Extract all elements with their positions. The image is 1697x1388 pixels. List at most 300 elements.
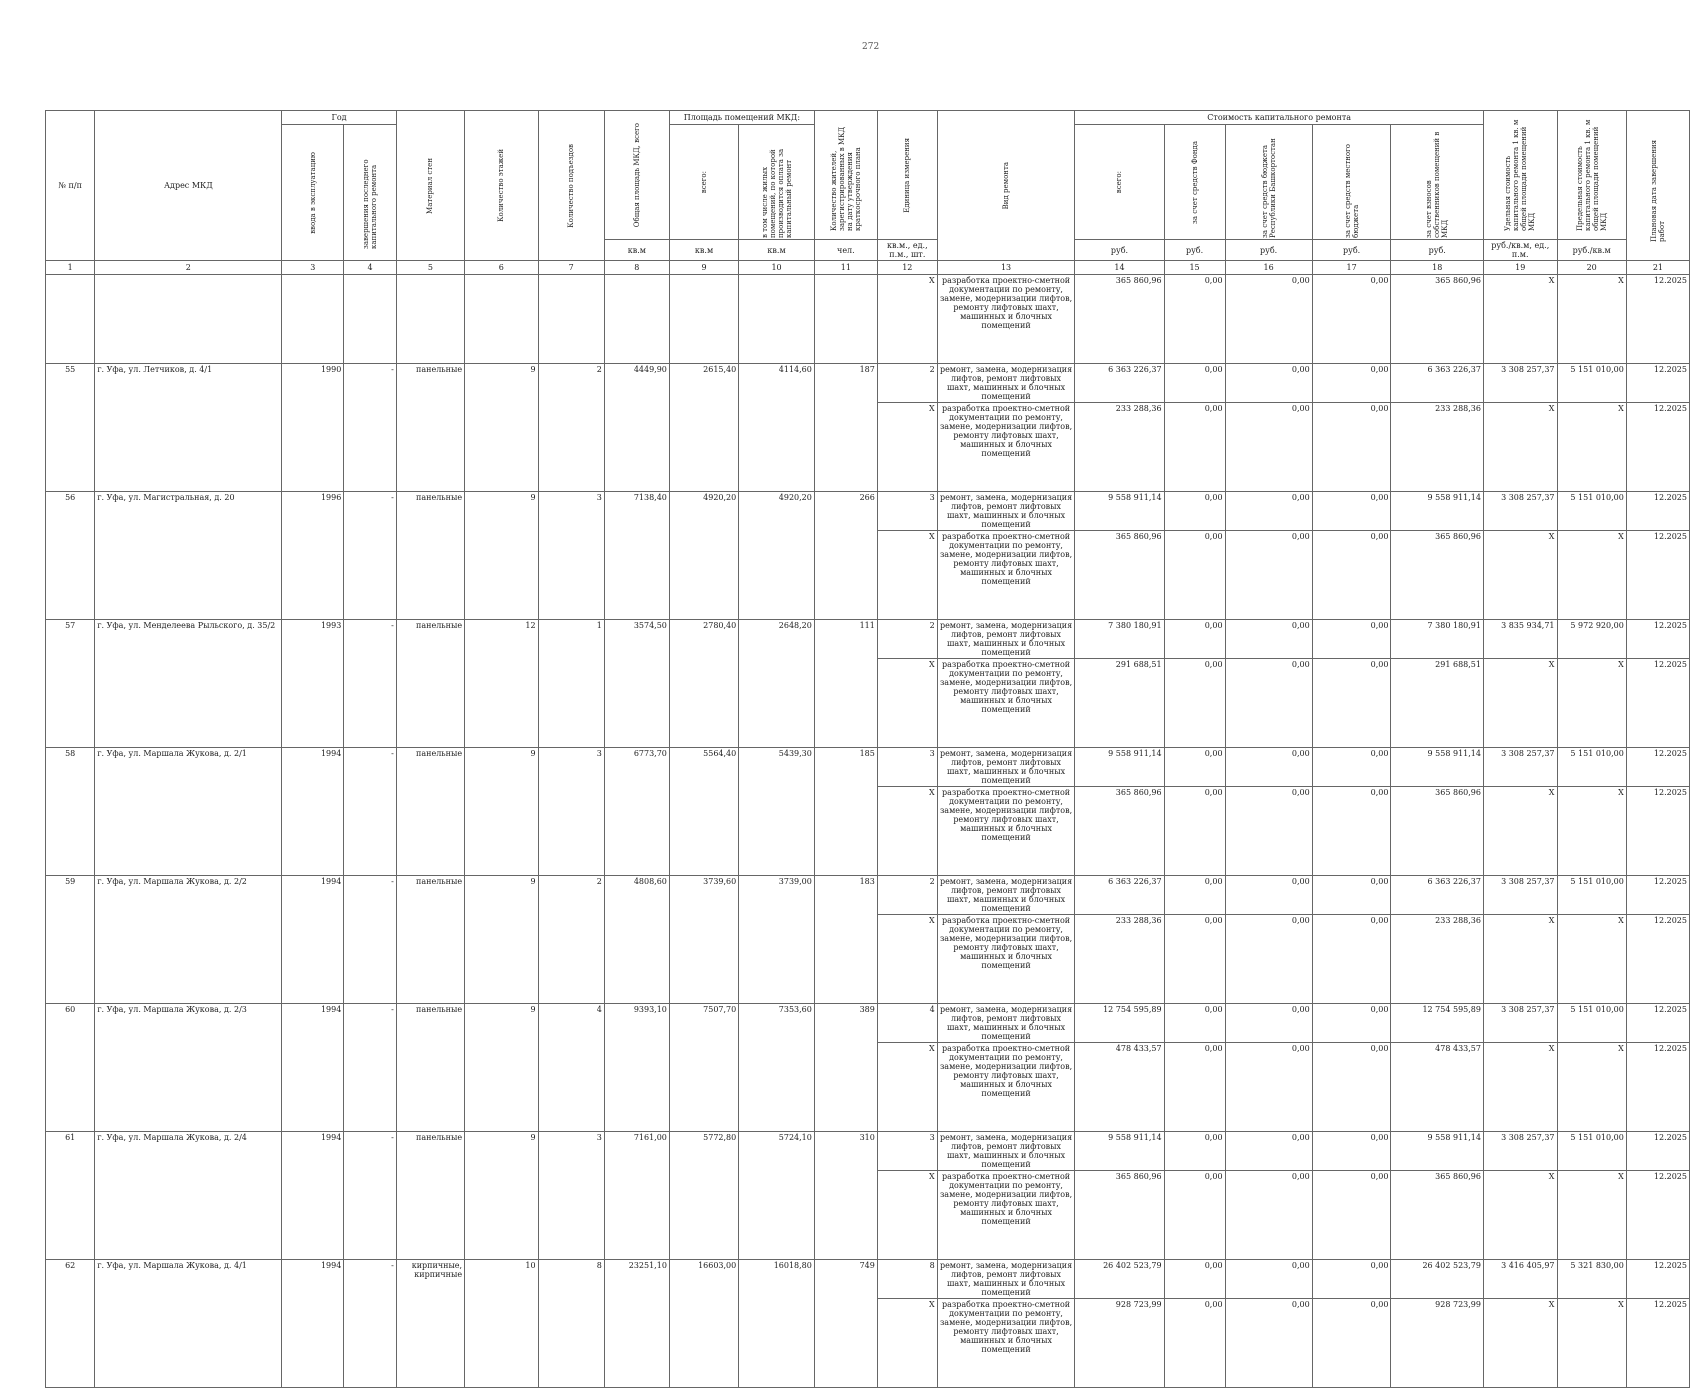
unit-cost-cell: 3 416 405,97	[1483, 1260, 1557, 1299]
empty-cell	[669, 275, 738, 364]
cost-total-cell: 9 558 911,14	[1075, 1132, 1164, 1171]
row-number: 62	[46, 1260, 95, 1388]
max-cost-cell: X	[1557, 403, 1626, 492]
work-type-cell: разработка проектно-сметной документации по ремонту, замене, модернизации лифтов, ремонту лифтовых шахт, машинных и блочных помещений	[937, 1299, 1075, 1388]
empty-cell	[739, 275, 815, 364]
deadline-cell: 12.2025	[1626, 1004, 1689, 1043]
work-type-cell: ремонт, замена, модернизация лифтов, ремонт лифтовых шахт, машинных и блочных помещений	[937, 876, 1075, 915]
deadline-cell: 12.2025	[1626, 531, 1689, 620]
total-area-cell: 7138,40	[604, 492, 669, 620]
unit-cost-cell: 3 308 257,37	[1483, 1004, 1557, 1043]
cost-fund-cell: 0,00	[1164, 1132, 1225, 1171]
cost-local-cell: 0,00	[1312, 620, 1391, 659]
row-number: 61	[46, 1132, 95, 1260]
total-area-cell: 9393,10	[604, 1004, 669, 1132]
work-type-cell: разработка проектно-сметной документации по ремонту, замене, модернизации лифтов, ремонту лифтовых шахт, машинных и блочных помещений	[937, 1171, 1075, 1260]
cost-total-cell: 9 558 911,14	[1075, 748, 1164, 787]
residents-cell: 389	[814, 1004, 877, 1132]
cost-owners-cell: 7 380 180,91	[1391, 620, 1484, 659]
col-max-cost-header: Предельная стоимость капитального ремонта 1 кв. м общей площади помещений МКД	[1557, 111, 1626, 240]
cost-local-cell: 0,00	[1312, 787, 1391, 876]
column-number-cell: 14	[1075, 261, 1164, 275]
max-cost-cell: X	[1557, 1043, 1626, 1132]
floors-cell: 12	[465, 620, 539, 748]
material-cell: панельные	[396, 364, 464, 492]
col-num-header: № п/п	[46, 111, 95, 261]
unit-cost-cell: 3 308 257,37	[1483, 748, 1557, 787]
empty-cell	[282, 275, 344, 364]
cost-total-cell: 478 433,57	[1075, 1043, 1164, 1132]
entrances-cell: 3	[538, 1132, 604, 1260]
deadline-cell: 12.2025	[1626, 1299, 1689, 1388]
cost-total-cell: 12 754 595,89	[1075, 1004, 1164, 1043]
unit-cell: руб.	[1075, 240, 1164, 261]
residents-cell: 185	[814, 748, 877, 876]
unit-cost-cell: X	[1483, 915, 1557, 1004]
quantity-cell: X	[877, 787, 937, 876]
unit-cell: руб./кв.м, ед., п.м.	[1483, 240, 1557, 261]
quantity-cell: 3	[877, 748, 937, 787]
area-residential-cell: 4920,20	[739, 492, 815, 620]
column-number-cell: 19	[1483, 261, 1557, 275]
cost-owners-cell: 365 860,96	[1391, 531, 1484, 620]
empty-cell	[538, 275, 604, 364]
deadline-cell: 12.2025	[1626, 492, 1689, 531]
cost-regional-cell: 0,00	[1225, 659, 1312, 748]
area-residential-cell: 4114,60	[739, 364, 815, 492]
max-cost-cell: 5 151 010,00	[1557, 1132, 1626, 1171]
col-year-last-repair-header: завершения последнего капитального ремонта	[344, 125, 397, 261]
cost-total-cell: 928 723,99	[1075, 1299, 1164, 1388]
residents-cell: 183	[814, 876, 877, 1004]
last-repair-cell: -	[344, 748, 397, 876]
cost-total-cell: 6 363 226,37	[1075, 364, 1164, 403]
cost-total-cell: 7 380 180,91	[1075, 620, 1164, 659]
deadline-cell: 12.2025	[1626, 1132, 1689, 1171]
entrances-cell: 1	[538, 620, 604, 748]
area-all-cell: 3739,60	[669, 876, 738, 1004]
material-cell: панельные	[396, 492, 464, 620]
col-cost-local-header: за счет средств местного бюджета	[1312, 125, 1391, 240]
quantity-cell: X	[877, 1043, 937, 1132]
work-type-cell: разработка проектно-сметной документации по ремонту, замене, модернизации лифтов, ремонту лифтовых шахт, машинных и блочных помещений	[937, 403, 1075, 492]
column-number-cell: 10	[739, 261, 815, 275]
area-residential-cell: 2648,20	[739, 620, 815, 748]
area-all-cell: 7507,70	[669, 1004, 738, 1132]
cost-local-cell: 0,00	[1312, 1132, 1391, 1171]
table-row	[46, 275, 1690, 364]
col-deadline-header: Плановая дата завершения работ	[1626, 111, 1689, 261]
column-number-cell: 15	[1164, 261, 1225, 275]
table-row	[46, 1260, 1690, 1299]
cost-total-cell: 365 860,96	[1075, 275, 1164, 364]
cost-regional-cell: 0,00	[1225, 531, 1312, 620]
empty-cell	[46, 275, 95, 364]
cost-owners-cell: 928 723,99	[1391, 1299, 1484, 1388]
max-cost-cell: 5 151 010,00	[1557, 748, 1626, 787]
material-cell: панельные	[396, 620, 464, 748]
deadline-cell: 12.2025	[1626, 364, 1689, 403]
cost-regional-cell: 0,00	[1225, 1004, 1312, 1043]
col-entrances-header: Количество подъездов	[538, 111, 604, 261]
unit-cost-cell: X	[1483, 275, 1557, 364]
total-area-cell: 3574,50	[604, 620, 669, 748]
cost-owners-cell: 6 363 226,37	[1391, 876, 1484, 915]
cost-total-cell: 233 288,36	[1075, 915, 1164, 1004]
cost-total-cell: 9 558 911,14	[1075, 492, 1164, 531]
unit-cost-cell: X	[1483, 787, 1557, 876]
column-number-cell: 20	[1557, 261, 1626, 275]
capital-repair-table	[45, 110, 1690, 1388]
cost-local-cell: 0,00	[1312, 364, 1391, 403]
empty-cell	[95, 275, 282, 364]
deadline-cell: 12.2025	[1626, 787, 1689, 876]
cost-regional-cell: 0,00	[1225, 403, 1312, 492]
year-cell: 1990	[282, 364, 344, 492]
area-all-cell: 2780,40	[669, 620, 738, 748]
unit-cell: руб.	[1312, 240, 1391, 261]
max-cost-cell: X	[1557, 915, 1626, 1004]
floors-cell: 9	[465, 492, 539, 620]
col-cost-regional-header: за счет средств бюджета Республики Башкортостан	[1225, 125, 1312, 240]
col-area-all-header: всего:	[669, 125, 738, 240]
cost-fund-cell: 0,00	[1164, 1260, 1225, 1299]
unit-cell: кв.м	[739, 240, 815, 261]
column-number-cell: 8	[604, 261, 669, 275]
cost-local-cell: 0,00	[1312, 492, 1391, 531]
area-all-cell: 16603,00	[669, 1260, 738, 1388]
quantity-cell: X	[877, 275, 937, 364]
floors-cell: 9	[465, 1132, 539, 1260]
column-number-cell: 5	[396, 261, 464, 275]
col-cost-owners-header: за счет взносов собственников помещений в МКД	[1391, 125, 1484, 240]
col-unit-cost-header: Удельная стоимость капитального ремонта 1 кв. м общей площади помещений МКД	[1483, 111, 1557, 240]
unit-cost-cell: 3 308 257,37	[1483, 876, 1557, 915]
deadline-cell: 12.2025	[1626, 1260, 1689, 1299]
deadline-cell: 12.2025	[1626, 659, 1689, 748]
max-cost-cell: X	[1557, 659, 1626, 748]
total-area-cell: 4808,60	[604, 876, 669, 1004]
floors-cell: 9	[465, 364, 539, 492]
area-residential-cell: 7353,60	[739, 1004, 815, 1132]
col-unit-header: Единица измерения	[877, 111, 937, 240]
max-cost-cell: 5 151 010,00	[1557, 876, 1626, 915]
column-number-cell: 9	[669, 261, 738, 275]
empty-cell	[465, 275, 539, 364]
cost-regional-cell: 0,00	[1225, 620, 1312, 659]
quantity-cell: X	[877, 403, 937, 492]
row-number: 58	[46, 748, 95, 876]
unit-cell: руб.	[1225, 240, 1312, 261]
work-type-cell: ремонт, замена, модернизация лифтов, ремонт лифтовых шахт, машинных и блочных помещений	[937, 620, 1075, 659]
year-cell: 1996	[282, 492, 344, 620]
last-repair-cell: -	[344, 1132, 397, 1260]
table-row	[46, 620, 1690, 659]
cost-owners-cell: 365 860,96	[1391, 275, 1484, 364]
column-number-cell: 17	[1312, 261, 1391, 275]
column-number-cell: 4	[344, 261, 397, 275]
address-cell: г. Уфа, ул. Маршала Жукова, д. 2/4	[95, 1132, 282, 1260]
address-cell: г. Уфа, ул. Маршала Жукова, д. 2/1	[95, 748, 282, 876]
column-number-cell: 2	[95, 261, 282, 275]
deadline-cell: 12.2025	[1626, 748, 1689, 787]
material-cell: панельные	[396, 1004, 464, 1132]
quantity-cell: 3	[877, 492, 937, 531]
quantity-cell: 2	[877, 876, 937, 915]
cost-total-cell: 291 688,51	[1075, 659, 1164, 748]
unit-cost-cell: X	[1483, 403, 1557, 492]
row-number: 57	[46, 620, 95, 748]
cost-local-cell: 0,00	[1312, 915, 1391, 1004]
row-number: 60	[46, 1004, 95, 1132]
cost-local-cell: 0,00	[1312, 403, 1391, 492]
area-residential-cell: 5724,10	[739, 1132, 815, 1260]
max-cost-cell: 5 972 920,00	[1557, 620, 1626, 659]
cost-local-cell: 0,00	[1312, 1043, 1391, 1132]
column-number-cell: 7	[538, 261, 604, 275]
cost-regional-cell: 0,00	[1225, 492, 1312, 531]
cost-regional-cell: 0,00	[1225, 1132, 1312, 1171]
cost-fund-cell: 0,00	[1164, 1043, 1225, 1132]
cost-total-cell: 365 860,96	[1075, 787, 1164, 876]
material-cell: кирпичные, кирпичные	[396, 1260, 464, 1388]
residents-cell: 310	[814, 1132, 877, 1260]
work-type-cell: разработка проектно-сметной документации по ремонту, замене, модернизации лифтов, ремонту лифтовых шахт, машинных и блочных помещений	[937, 659, 1075, 748]
unit-cell: руб./кв.м	[1557, 240, 1626, 261]
work-type-cell: ремонт, замена, модернизация лифтов, ремонт лифтовых шахт, машинных и блочных помещений	[937, 492, 1075, 531]
table-row	[46, 748, 1690, 787]
unit-cost-cell: 3 308 257,37	[1483, 492, 1557, 531]
quantity-cell: 8	[877, 1260, 937, 1299]
cost-fund-cell: 0,00	[1164, 275, 1225, 364]
unit-cost-cell: X	[1483, 659, 1557, 748]
empty-cell	[604, 275, 669, 364]
cost-local-cell: 0,00	[1312, 1260, 1391, 1299]
area-residential-cell: 3739,00	[739, 876, 815, 1004]
cost-owners-cell: 9 558 911,14	[1391, 748, 1484, 787]
cost-fund-cell: 0,00	[1164, 659, 1225, 748]
deadline-cell: 12.2025	[1626, 1171, 1689, 1260]
unit-cost-cell: 3 308 257,37	[1483, 1132, 1557, 1171]
col-address-header: Адрес МКД	[95, 111, 282, 261]
cost-total-cell: 26 402 523,79	[1075, 1260, 1164, 1299]
cost-total-cell: 365 860,96	[1075, 531, 1164, 620]
entrances-cell: 2	[538, 876, 604, 1004]
address-cell: г. Уфа, ул. Маршала Жукова, д. 2/2	[95, 876, 282, 1004]
empty-cell	[814, 275, 877, 364]
floors-cell: 9	[465, 876, 539, 1004]
area-all-cell: 4920,20	[669, 492, 738, 620]
cost-owners-cell: 233 288,36	[1391, 915, 1484, 1004]
max-cost-cell: X	[1557, 1299, 1626, 1388]
table-row	[46, 364, 1690, 403]
cost-total-cell: 6 363 226,37	[1075, 876, 1164, 915]
cost-local-cell: 0,00	[1312, 531, 1391, 620]
cost-local-cell: 0,00	[1312, 748, 1391, 787]
row-number: 59	[46, 876, 95, 1004]
unit-cell: чел.	[814, 240, 877, 261]
work-type-cell: разработка проектно-сметной документации по ремонту, замене, модернизации лифтов, ремонту лифтовых шахт, машинных и блочных помещений	[937, 1043, 1075, 1132]
unit-cell: кв.м	[604, 240, 669, 261]
unit-cell: кв.м., ед., п.м., шт.	[877, 240, 937, 261]
col-cost-fund-header: за счет средств Фонда	[1164, 125, 1225, 240]
cost-fund-cell: 0,00	[1164, 1004, 1225, 1043]
column-numbers-row	[46, 261, 1690, 275]
cost-owners-cell: 12 754 595,89	[1391, 1004, 1484, 1043]
table-row	[46, 1132, 1690, 1171]
deadline-cell: 12.2025	[1626, 1043, 1689, 1132]
work-type-cell: разработка проектно-сметной документации по ремонту, замене, модернизации лифтов, ремонту лифтовых шахт, машинных и блочных помещений	[937, 787, 1075, 876]
cost-owners-cell: 365 860,96	[1391, 787, 1484, 876]
unit-cell: руб.	[1164, 240, 1225, 261]
cost-local-cell: 0,00	[1312, 1004, 1391, 1043]
entrances-cell: 2	[538, 364, 604, 492]
col-area-residential-header: в том числе жилых помещений, по которой производится оплата за капитальный ремонт	[739, 125, 815, 240]
cost-fund-cell: 0,00	[1164, 492, 1225, 531]
cost-total-cell: 365 860,96	[1075, 1171, 1164, 1260]
cost-owners-cell: 478 433,57	[1391, 1043, 1484, 1132]
quantity-cell: 4	[877, 1004, 937, 1043]
cost-fund-cell: 0,00	[1164, 787, 1225, 876]
residents-cell: 266	[814, 492, 877, 620]
work-type-cell: разработка проектно-сметной документации по ремонту, замене, модернизации лифтов, ремонту лифтовых шахт, машинных и блочных помещений	[937, 915, 1075, 1004]
quantity-cell: 2	[877, 364, 937, 403]
material-cell: панельные	[396, 876, 464, 1004]
cost-regional-cell: 0,00	[1225, 915, 1312, 1004]
col-cost-group-header: Стоимость капитального ремонта	[1075, 111, 1484, 125]
cost-local-cell: 0,00	[1312, 876, 1391, 915]
entrances-cell: 4	[538, 1004, 604, 1132]
unit-cost-cell: X	[1483, 1299, 1557, 1388]
material-cell: панельные	[396, 1132, 464, 1260]
cost-regional-cell: 0,00	[1225, 1043, 1312, 1132]
year-cell: 1994	[282, 1260, 344, 1388]
unit-cost-cell: X	[1483, 1043, 1557, 1132]
cost-fund-cell: 0,00	[1164, 915, 1225, 1004]
work-type-cell: разработка проектно-сметной документации по ремонту, замене, модернизации лифтов, ремонту лифтовых шахт, машинных и блочных помещений	[937, 531, 1075, 620]
address-cell: г. Уфа, ул. Маршала Жукова, д. 2/3	[95, 1004, 282, 1132]
area-all-cell: 5564,40	[669, 748, 738, 876]
cost-owners-cell: 9 558 911,14	[1391, 492, 1484, 531]
cost-fund-cell: 0,00	[1164, 748, 1225, 787]
row-number: 56	[46, 492, 95, 620]
cost-owners-cell: 365 860,96	[1391, 1171, 1484, 1260]
last-repair-cell: -	[344, 620, 397, 748]
quantity-cell: 3	[877, 1132, 937, 1171]
cost-regional-cell: 0,00	[1225, 275, 1312, 364]
unit-cost-cell: 3 308 257,37	[1483, 364, 1557, 403]
unit-cost-cell: 3 835 934,71	[1483, 620, 1557, 659]
residents-cell: 111	[814, 620, 877, 748]
area-all-cell: 2615,40	[669, 364, 738, 492]
area-all-cell: 5772,80	[669, 1132, 738, 1260]
max-cost-cell: X	[1557, 1171, 1626, 1260]
unit-cell: руб.	[1391, 240, 1484, 261]
max-cost-cell: X	[1557, 787, 1626, 876]
cost-fund-cell: 0,00	[1164, 403, 1225, 492]
col-material-header: Материал стен	[396, 111, 464, 261]
area-residential-cell: 16018,80	[739, 1260, 815, 1388]
work-type-cell: ремонт, замена, модернизация лифтов, ремонт лифтовых шахт, машинных и блочных помещений	[937, 1004, 1075, 1043]
last-repair-cell: -	[344, 1004, 397, 1132]
cost-fund-cell: 0,00	[1164, 364, 1225, 403]
page-number: 272	[862, 42, 880, 52]
last-repair-cell: -	[344, 876, 397, 1004]
empty-cell	[396, 275, 464, 364]
year-cell: 1994	[282, 876, 344, 1004]
cost-regional-cell: 0,00	[1225, 748, 1312, 787]
col-year-commission-header: ввода в эксплуатацию	[282, 125, 344, 261]
floors-cell: 10	[465, 1260, 539, 1388]
unit-cell: кв.м	[669, 240, 738, 261]
max-cost-cell: 5 151 010,00	[1557, 1004, 1626, 1043]
total-area-cell: 7161,00	[604, 1132, 669, 1260]
floors-cell: 9	[465, 1004, 539, 1132]
total-area-cell: 23251,10	[604, 1260, 669, 1388]
cost-regional-cell: 0,00	[1225, 787, 1312, 876]
cost-fund-cell: 0,00	[1164, 531, 1225, 620]
floors-cell: 9	[465, 748, 539, 876]
col-cost-total-header: всего:	[1075, 125, 1164, 240]
table-row	[46, 1004, 1690, 1043]
cost-local-cell: 0,00	[1312, 1299, 1391, 1388]
work-type-cell: ремонт, замена, модернизация лифтов, ремонт лифтовых шахт, машинных и блочных помещений	[937, 1260, 1075, 1299]
column-number-cell: 18	[1391, 261, 1484, 275]
column-number-cell: 6	[465, 261, 539, 275]
entrances-cell: 8	[538, 1260, 604, 1388]
deadline-cell: 12.2025	[1626, 275, 1689, 364]
cost-owners-cell: 291 688,51	[1391, 659, 1484, 748]
column-number-cell: 3	[282, 261, 344, 275]
deadline-cell: 12.2025	[1626, 403, 1689, 492]
unit-cost-cell: X	[1483, 1171, 1557, 1260]
residents-cell: 749	[814, 1260, 877, 1388]
cost-local-cell: 0,00	[1312, 275, 1391, 364]
cost-regional-cell: 0,00	[1225, 364, 1312, 403]
table-row	[46, 876, 1690, 915]
cost-regional-cell: 0,00	[1225, 1171, 1312, 1260]
quantity-cell: 2	[877, 620, 937, 659]
residents-cell: 187	[814, 364, 877, 492]
address-cell: г. Уфа, ул. Магистральная, д. 20	[95, 492, 282, 620]
unit-cost-cell: X	[1483, 531, 1557, 620]
max-cost-cell: X	[1557, 531, 1626, 620]
column-number-cell: 13	[937, 261, 1075, 275]
cost-owners-cell: 233 288,36	[1391, 403, 1484, 492]
cost-local-cell: 0,00	[1312, 659, 1391, 748]
quantity-cell: X	[877, 659, 937, 748]
deadline-cell: 12.2025	[1626, 915, 1689, 1004]
column-number-cell: 12	[877, 261, 937, 275]
col-area-group-header: Площадь помещений МКД:	[669, 111, 814, 125]
address-cell: г. Уфа, ул. Маршала Жукова, д. 4/1	[95, 1260, 282, 1388]
cost-local-cell: 0,00	[1312, 1171, 1391, 1260]
last-repair-cell: -	[344, 492, 397, 620]
work-type-cell: ремонт, замена, модернизация лифтов, ремонт лифтовых шахт, машинных и блочных помещений	[937, 364, 1075, 403]
max-cost-cell: 5 151 010,00	[1557, 364, 1626, 403]
cost-regional-cell: 0,00	[1225, 1260, 1312, 1299]
year-cell: 1994	[282, 1132, 344, 1260]
last-repair-cell: -	[344, 364, 397, 492]
quantity-cell: X	[877, 1171, 937, 1260]
year-cell: 1993	[282, 620, 344, 748]
entrances-cell: 3	[538, 492, 604, 620]
total-area-cell: 6773,70	[604, 748, 669, 876]
work-type-cell: разработка проектно-сметной документации по ремонту, замене, модернизации лифтов, ремонту лифтовых шахт, машинных и блочных помещений	[937, 275, 1075, 364]
col-floors-header: Количество этажей	[465, 111, 539, 261]
cost-owners-cell: 9 558 911,14	[1391, 1132, 1484, 1171]
year-cell: 1994	[282, 748, 344, 876]
